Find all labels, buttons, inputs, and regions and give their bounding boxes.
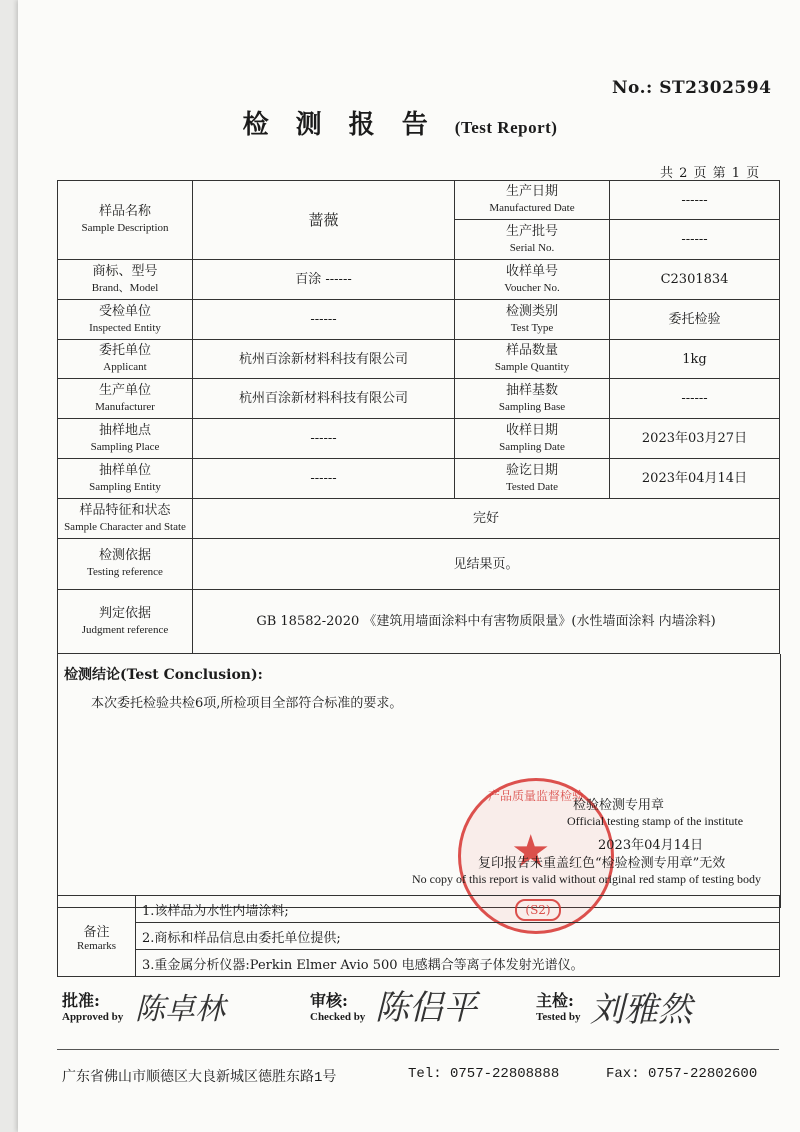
judg-label: 判定依据 Judgment reference xyxy=(58,590,193,654)
ref-label: 检测依据 Testing reference xyxy=(58,539,193,590)
voucher-label: 收样单号 Voucher No. xyxy=(455,260,610,300)
remark-item: 3.重金属分析仪器:Perkin Elmer Avio 500 电感耦合等离子体发射光谱仪。 xyxy=(136,950,780,977)
sentity-value: ------ xyxy=(193,459,455,499)
footer-fax: Fax: 0757-22802600 xyxy=(606,1066,758,1082)
tdate-label: 验讫日期 Tested Date xyxy=(455,459,610,499)
stamp-label-en: Official testing stamp of the institute xyxy=(567,814,744,828)
report-title xyxy=(0,104,800,141)
base-label: 抽样基数 Sampling Base xyxy=(455,379,610,419)
ref-value: 见结果页。 xyxy=(193,539,780,590)
seal-code: (S2) xyxy=(515,899,561,921)
title-zh: 检 测 报 告 xyxy=(242,110,437,140)
qty-value: 1kg xyxy=(610,340,780,379)
footer-tel: Tel: 0757-22808888 xyxy=(408,1066,560,1082)
manufacturer-value: 杭州百涂新材料科技有限公司 xyxy=(193,379,455,419)
sdate-label: 收样日期 Sampling Date xyxy=(455,419,610,459)
page-info: 共 2 页 第 1 页 xyxy=(660,166,761,181)
inspected-label: 受检单位 Inspected Entity xyxy=(58,300,193,340)
judg-value: GB 18582-2020 《建筑用墙面涂料中有害物质限量》(水性墙面涂料 内墙涂料) xyxy=(193,590,780,654)
footer-address: 广东省佛山市顺德区大良新城区德胜东路1号 xyxy=(62,1070,337,1086)
applicant-value: 杭州百涂新材料科技有限公司 xyxy=(193,340,455,379)
seal-star-icon: ★ xyxy=(511,826,551,877)
remark-item: 1.该样品为水性内墙涂料; xyxy=(136,896,780,923)
copy-notice-en: No copy of this report is valid without original red stamp of testing body xyxy=(412,872,761,886)
approved-signature: 陈卓林 xyxy=(135,992,225,1027)
title-en: (Test Report) xyxy=(454,118,558,137)
stamp-label-zh: 检验检测专用章 xyxy=(573,798,665,813)
footer-divider xyxy=(57,1049,779,1050)
checked-block: 审核: Checked by xyxy=(310,991,366,1023)
char-label: 样品特征和状态 Sample Character and State xyxy=(58,499,193,539)
tdate-value: 2023年04月14日 xyxy=(610,459,780,499)
qty-label: 样品数量 Sample Quantity xyxy=(455,340,610,379)
mfg-date-label: 生产日期 Manufactured Date xyxy=(455,181,610,220)
base-value: ------ xyxy=(610,379,780,419)
seal-text: 产品质量监督检验 xyxy=(487,789,584,803)
voucher-value: C2301834 xyxy=(610,260,780,300)
place-label: 抽样地点 Sampling Place xyxy=(58,419,193,459)
remark-item: 2.商标和样品信息由委托单位提供; xyxy=(136,923,780,950)
testtype-value: 委托检验 xyxy=(610,300,780,340)
copy-notice-zh: 复印报告未重盖红色“检验检测专用章”无效 xyxy=(478,856,726,871)
tested-signature: 刘雅然 xyxy=(590,990,692,1030)
testtype-label: 检测类别 Test Type xyxy=(455,300,610,340)
approved-block: 批准: Approved by xyxy=(62,991,124,1023)
sample-desc-label: 样品名称 Sample Description xyxy=(58,181,193,260)
checked-signature: 陈侣平 xyxy=(375,988,477,1028)
brand-label: 商标、型号 Brand、Model xyxy=(58,260,193,300)
stamp-date: 2023年04月14日 xyxy=(598,838,704,853)
place-value: ------ xyxy=(193,419,455,459)
conclusion-text: 本次委托检验共检6项,所检项目全部符合标准的要求。 xyxy=(91,696,403,711)
mfg-date-value: ------ xyxy=(610,181,780,220)
brand-value: 百涂 ------ xyxy=(193,260,455,300)
sample-info-table xyxy=(57,180,780,654)
sdate-value: 2023年03月27日 xyxy=(610,419,780,459)
applicant-label: 委托单位 Applicant xyxy=(58,340,193,379)
inspected-value: ------ xyxy=(193,300,455,340)
report-number: No.: ST2302594 xyxy=(612,78,772,98)
manufacturer-label: 生产单位 Manufacturer xyxy=(58,379,193,419)
serial-value: ------ xyxy=(610,220,780,260)
char-value: 完好 xyxy=(193,499,780,539)
conclusion-heading: 检测结论(Test Conclusion): xyxy=(64,667,263,683)
remarks-table xyxy=(57,895,780,977)
sample-desc-value: 蔷薇 xyxy=(193,181,455,260)
tested-block: 主检: Tested by xyxy=(536,991,581,1023)
serial-label: 生产批号 Serial No. xyxy=(455,220,610,260)
sentity-label: 抽样单位 Sampling Entity xyxy=(58,459,193,499)
remarks-label: 备注 Remarks xyxy=(58,896,136,977)
